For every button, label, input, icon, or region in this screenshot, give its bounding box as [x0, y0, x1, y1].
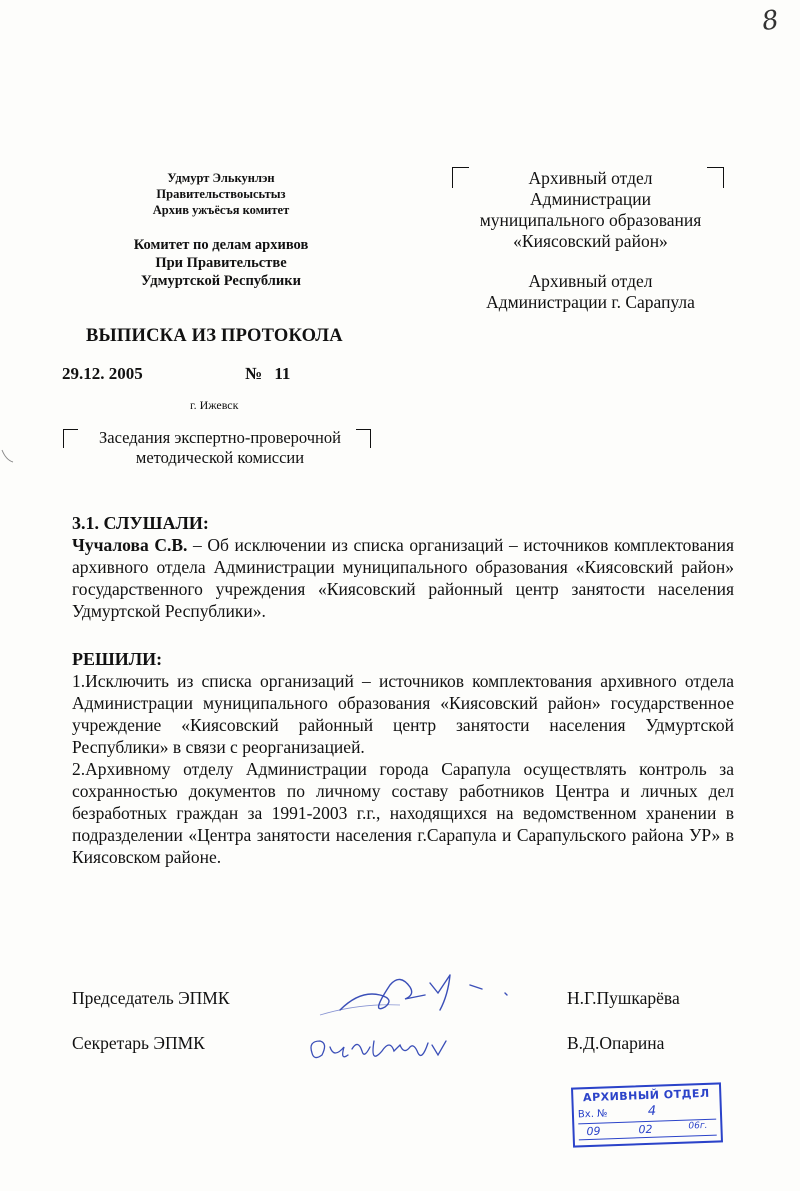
- archive-stamp: [571, 1082, 723, 1147]
- scan-mark: [0, 448, 14, 464]
- decided-item-1: 1.Исключить из списка организаций – источников комплектования архивного отдела Администрации муниципального образования «Киясовский район» государственное учреждение «Киясовский районный центр занятости населения Удмуртской Республики» в связи с реорганизацией.: [72, 671, 734, 757]
- document-place: г. Ижевск: [190, 398, 239, 412]
- heard-section: [72, 512, 734, 622]
- stamp-title: АРХИВНЫЙ ОТДЕЛ: [582, 1086, 710, 1105]
- subject-line2: методической комиссии: [135, 448, 305, 467]
- issuer-ru-line3: Удмуртской Республики: [141, 273, 301, 289]
- stamp-in-number: 4: [647, 1103, 657, 1119]
- heard-heading: 3.1. СЛУШАЛИ:: [72, 513, 209, 533]
- document-title: ВЫПИСКА ИЗ ПРОТОКОЛА: [86, 326, 343, 346]
- document-number: № 11: [245, 364, 291, 383]
- heard-paragraph: [72, 534, 734, 622]
- document-subject: [70, 428, 370, 468]
- chair-role: Председатель ЭПМК: [72, 988, 230, 1008]
- addressee-block: [448, 168, 733, 313]
- secretary-name: В.Д.Опарина: [567, 1033, 665, 1053]
- issuer-udm-line3: Архив ужъёсъя комитет: [152, 203, 290, 217]
- addressee-2-line2: Администрации г. Сарапула: [486, 292, 695, 312]
- secretary-role: Секретарь ЭПМК: [72, 1033, 205, 1053]
- addressee-1-line1: Архивный отдел: [528, 168, 653, 188]
- document-date: 29.12. 2005: [62, 364, 143, 383]
- chair-name: Н.Г.Пушкарёва: [567, 988, 680, 1008]
- stamp-in-label: Вх. №: [577, 1108, 608, 1121]
- page-number: 8: [759, 4, 781, 38]
- issuer-block: [96, 170, 346, 290]
- issuer-udm-line1: Удмурт Элькунлэн: [167, 171, 275, 185]
- decided-section: [72, 648, 734, 868]
- subject-line1: Заседания экспертно-проверочной: [99, 428, 341, 447]
- secretary-signature: [300, 1025, 470, 1075]
- addressee-1-line2: Администрации: [530, 189, 651, 209]
- decided-heading: РЕШИЛИ:: [72, 649, 163, 669]
- addressee-1-line4: «Киясовский район»: [513, 231, 668, 251]
- issuer-ru-line1: Комитет по делам архивов: [133, 237, 309, 253]
- decided-item-2: 2.Архивному отделу Администрации города Сарапула осуществлять контроль за сохранностью документов по личному составу работников Центра и личных дел безработных граждан за 1991-2003 г.г., находящихся на ведомственном хранении в подразделении «Центра занятости населения г.Сарапула и Сарапульского района УР» в Киясовском районе.: [72, 759, 734, 867]
- issuer-udm-line2: Правительствоысьтыз: [156, 187, 286, 201]
- issuer-ru-line2: При Правительстве: [155, 255, 287, 271]
- stamp-month: 02: [638, 1122, 653, 1137]
- heard-speaker: Чучалова С.В.: [72, 535, 188, 555]
- chair-signature: [300, 965, 530, 1025]
- addressee-2-line1: Архивный отдел: [528, 271, 653, 291]
- stamp-day: 09: [586, 1124, 601, 1139]
- stamp-year: 06г.: [688, 1120, 708, 1132]
- addressee-1-line3: муниципального образования: [479, 210, 702, 230]
- heard-text: – Об исключении из списка организаций – источников комплектования архивного отдела Администрации муниципального образования «Киясовский район» государственного учреждения «Киясовский районный центр занятости населения Удмуртской Республики».: [72, 535, 734, 621]
